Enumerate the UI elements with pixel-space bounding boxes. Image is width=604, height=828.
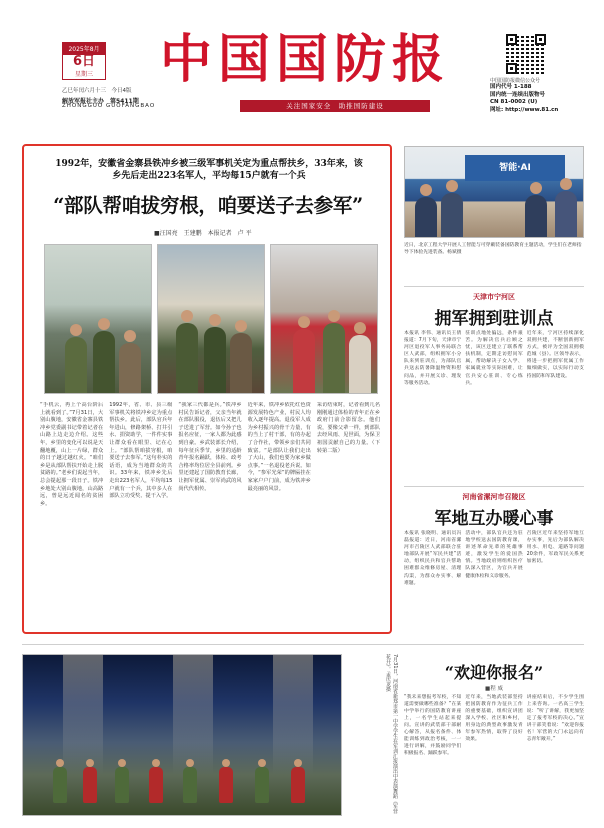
right-photo: [404, 146, 584, 238]
section-2-body: [404, 530, 584, 634]
lead-column: 1992年，省、市、县三级军事机关将铁冲乡定为重点帮扶乡。此后，部队官兵年年进山，修路架桥、打井引水、捐资助学，一件件实事让群众看在眼里、记在心上。“部队帮咱拔穷根，咱要送子去参军。”这句朴实的话语，成为当地群众的共识。33年来，铁冲乡先后走出223名军人，平均每15户就有一个兵，其中多人在部队立功受奖、提干入学。: [109, 402, 173, 500]
section-2-column: 活动中，部队官兵还为驻地学校送去国防教育课，讲述革命先辈的英雄事迹，激发学生的爱国热情。当地政府则组织医疗队深入营区，为官兵开展健康体检和义诊服务。: [465, 531, 523, 579]
section-2-tag: 河南省漯河市召陵区: [462, 493, 526, 501]
divider: [22, 644, 584, 645]
lead-byline: ■汪国亮 王建鹏 本报记者 卢 平: [154, 230, 252, 237]
date-year-month: 2025年8月: [62, 42, 106, 55]
lead-photo-2: [157, 244, 265, 394]
pubinfo-line: 国内代号 1-188: [490, 84, 532, 90]
lead-column: 近年来，铁冲乡依托红色资源发展特色产业，村民人均收入逐年提高。退役军人成为乡村振兴的骨干力量，有的当上了村干部，有的办起了合作社，带领乡亲们共同致富。“是部队让我们走出了大山，我们也要为家乡做点事。”一名退役老兵说。如今，“参军光荣”的牌匾挂在家家户户门前，成为铁冲乡最亮丽的风景。: [247, 402, 311, 492]
section-2-column: 召陵区近年来坚持军地互办实事，先后为部队解决用水、用电、道路等问题20余件，军政军民关系更加密切。: [526, 531, 584, 565]
qr-caption: 中国国防报微信公众号: [490, 78, 541, 84]
newspaper-title-box: [160, 28, 450, 98]
section-2-headline[interactable]: 军地互办暖心事: [434, 509, 554, 529]
issue-info: 解放军报社主办 第5411期: [62, 98, 139, 105]
lead-body: [40, 402, 380, 628]
masthead: [0, 0, 604, 113]
bottom-byline: ■程 威: [485, 686, 503, 692]
section-2-column: 本报讯 张晓明、通讯员冯磊报道：近日，河南省漯河市召陵区人武部联合驻地部队开展“军民共建”活动，组织民兵和官兵帮助困难群众维修房屋、清理沟渠，为群众办实事、解难题。: [404, 531, 462, 586]
stage-performance-photo: [22, 654, 342, 816]
section-1-tag: 天津市宁河区: [473, 293, 515, 301]
divider: [404, 486, 584, 487]
lead-column: “手机云，再上个高台阶后上就看到了。”7月31日，大别山腹地，安徽省金寨县铁冲乡党委副书记带着记者在山路上边走边介绍。这些年，乡里的变化可以说是天翻地覆，山上一片绿，群众的日子越过越红火。“咱们乡是从部队帮扶开始走上脱贫路的。”老乡们说起当年，总会提起那一段日子。铁冲乡地处大别山腹地，山高路远，曾是远近闻名的贫困乡。: [40, 402, 104, 507]
title-pinyin: ZHONGGUO GUOFANGBAO: [62, 103, 156, 109]
lead-photo-1: [44, 244, 152, 394]
pubinfo-line: 网址: http://www.81.cn: [490, 106, 559, 113]
bottom-body: [404, 694, 584, 816]
lead-story[interactable]: [22, 144, 392, 634]
lead-column: 采访结束时，记者看到几名刚刚通过体检的青年正在乡政府门前合影留念。他们说，要像父辈一样，到部队去经风雨、见世面，为保卫祖国贡献自己的力量。（下转第二版）: [316, 402, 381, 454]
date-day: 6日: [62, 55, 106, 69]
bottom-column: “我未来想报考军校，不知道需要做哪些准备？”在某中学举行的国防教育讲座上，一名学生站起来提问。宣讲的武装部干部耐心解答，从报名条件、体能训练到政治考核，一一进行讲解，并鼓励同学们积极报名、踊跃参军。: [404, 695, 462, 756]
slogan-bar: 关注国家安全 助推国防建设: [240, 100, 430, 112]
section-1-column: 驻训点地处偏远，条件艰苦。为解决官兵后顾之忧，该区还建立了联系帮扶机制，定期走访慰问军属，帮助解决子女入学、家属就业等实际困难，让官兵安心驻训、专心练兵。: [465, 331, 523, 386]
lead-column: “我家三代都是兵。”铁冲乡村民告诉记者，父亲当年就在部队服役，退伍后又把儿子送进了军营。如今孙子也报名应征，一家人都为此感到自豪。乡武装部长介绍，每年征兵季节，乡里的适龄青年报名踊跃，体检、政考合格率均位居全县前列。乡里还建起了国防教育长廊，让拥军优属、崇军尚武的风尚代代相传。: [178, 402, 242, 492]
right-photo-caption: 近日，北京工程大学开展人工智能与可穿戴装备国防教育主题活动，学生们在老师指导下体验先进装备。杨斌摄: [404, 243, 582, 255]
lunar-date: 乙巳年闰六月十三 今日4版: [62, 88, 132, 94]
qr-code-icon: [506, 34, 546, 74]
publication-info: [490, 84, 558, 114]
section-1-body: [404, 330, 584, 480]
divider: [404, 286, 584, 287]
stage-photo-caption: 7月31日，河南省新郑市第一中学学生在军训汇报演出中表演舞蹈《军营花开》。孟庆龙摄: [385, 654, 398, 814]
section-1-column: 近年来，宁河区持续深化双拥共建，不断创新拥军方式，被评为全国双拥模范城（县）。区领导表示，将进一步把拥军优属工作做细做实，以实际行动支持国防和军队建设。: [526, 331, 584, 379]
lead-headline[interactable]: “部队帮咱拔穷根，咱要送子去参军”: [53, 194, 363, 217]
pubinfo-line: 国内统一连续出版物号: [490, 91, 546, 98]
lead-photo-3: [270, 244, 378, 394]
pubinfo-line: CN 81-0002 (U): [490, 99, 538, 105]
bottom-column: 讲座结束后，不少学生围上来咨询。一名高三学生说：“听了讲解，我更加坚定了报考军校的决心。”宣讲干部笑着说：“欢迎你报名！军营的大门永远向有志青年敞开。”: [526, 695, 584, 742]
bottom-headline[interactable]: “欢迎你报名”: [444, 663, 544, 682]
bottom-column: 近年来，当地武装部坚持把国防教育作为征兵工作的重要基础，组织宣讲团深入学校、社区和乡村，用身边的典型故事激发青年参军热情，取得了良好效果。: [465, 695, 523, 742]
right-photo-banner: 智能·AI: [465, 155, 565, 181]
lead-subtitle: 1992年，安徽省金寨县铁冲乡被三级军事机关定为重点帮扶乡，33年来，该乡先后走出223名军人，平均每15户就有一个兵: [55, 159, 363, 181]
date-box: [62, 42, 106, 80]
section-1-column: 本报讯 李伟、通讯员王倩报道：7月下旬，天津市宁河区退役军人事务局联合区人武部，组织拥军小分队来到驻训点，为部队官兵送去防暑降温物资和慰问品，并开展义诊、理发等服务活动。: [404, 331, 462, 386]
section-1-headline[interactable]: 拥军拥到驻训点: [434, 309, 554, 329]
newspaper-title: 中国国防报: [160, 29, 451, 90]
date-weekday: 星期三: [62, 69, 106, 80]
